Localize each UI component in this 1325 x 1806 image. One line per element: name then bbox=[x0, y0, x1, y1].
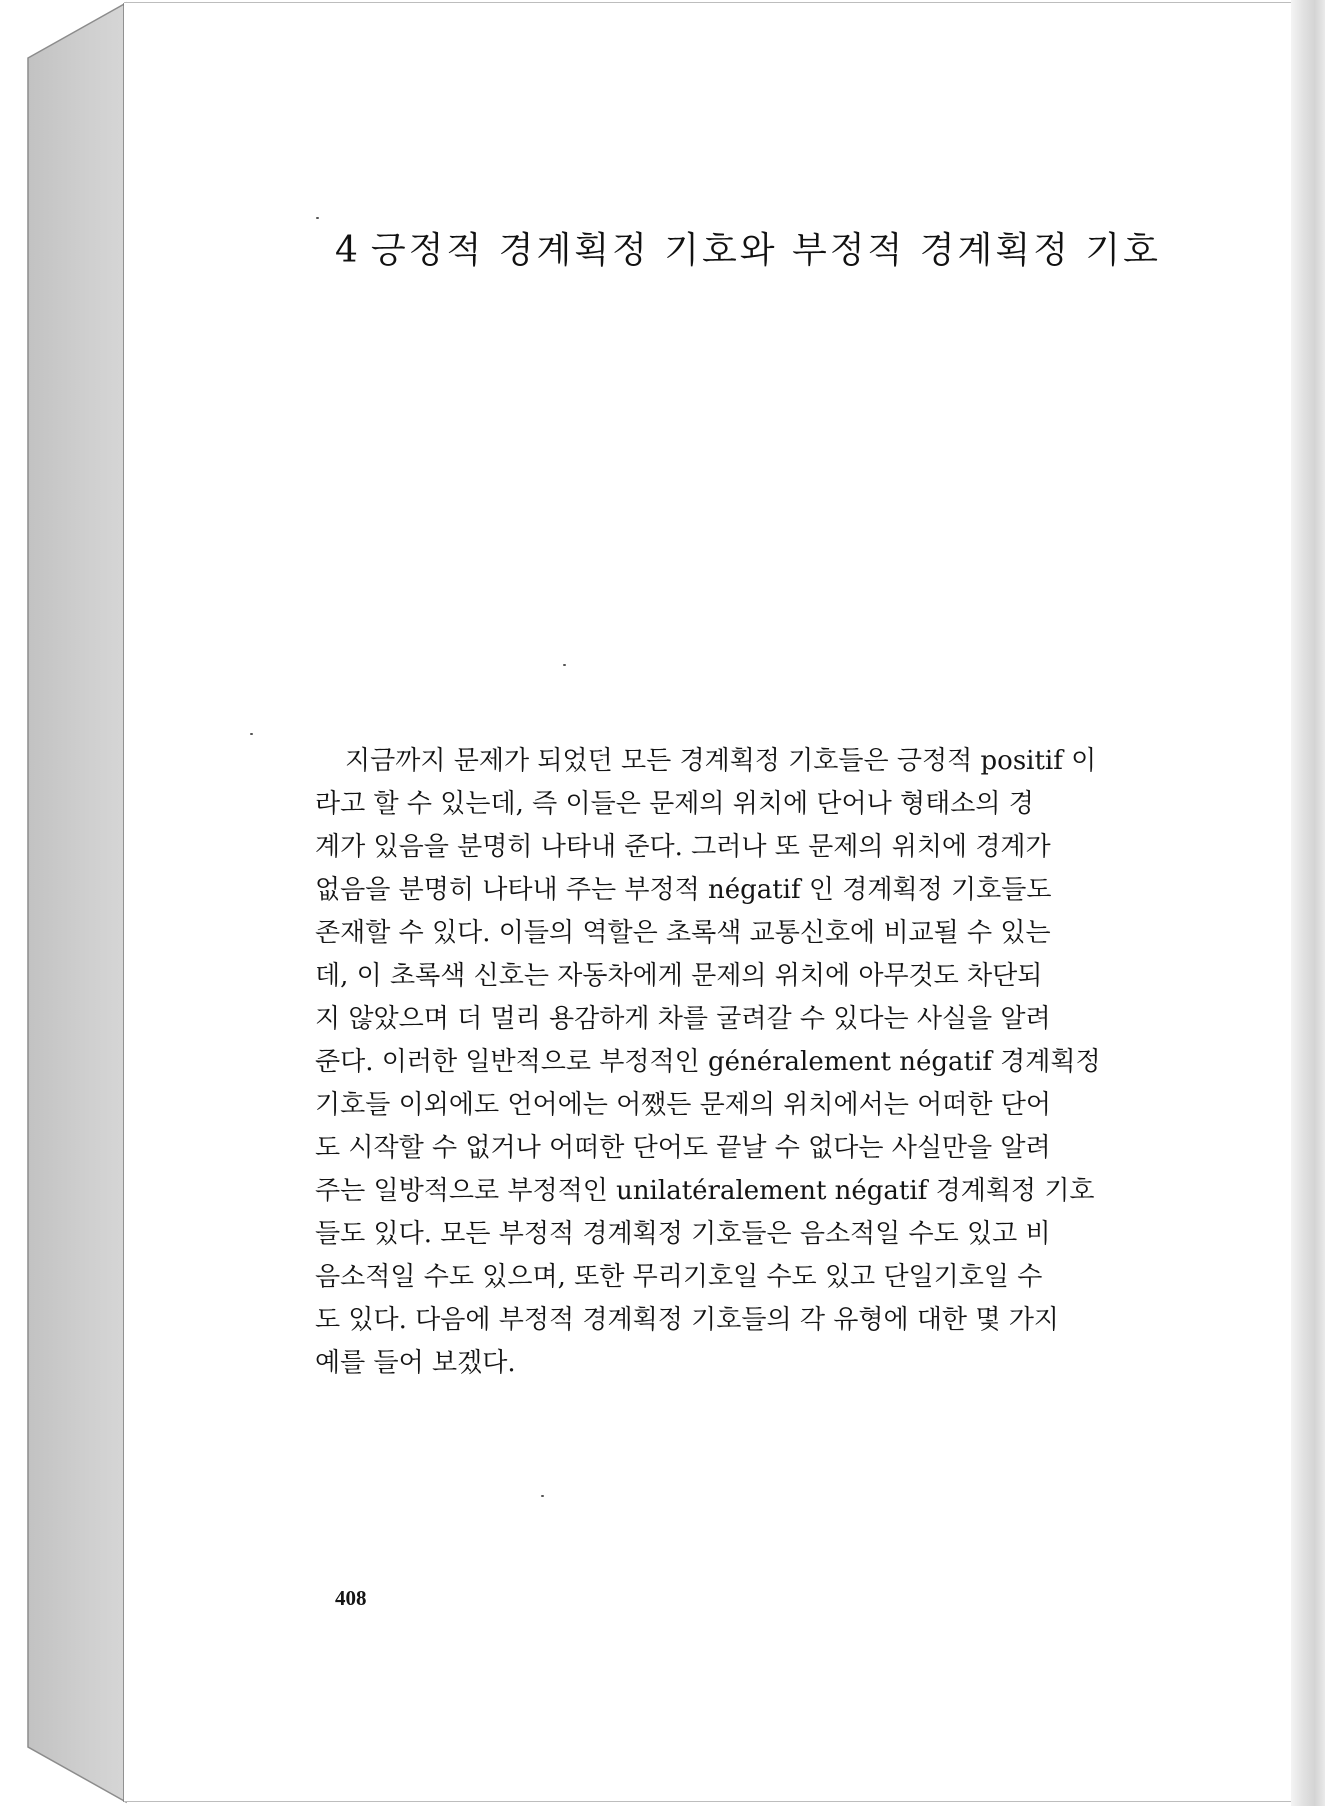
scan-speck bbox=[541, 1495, 544, 1497]
page-number: 408 bbox=[335, 1586, 367, 1610]
text-line-content: 준다. 이러한 일반적으로 부정적인 généralement négatif 경계획정 bbox=[315, 1047, 1101, 1077]
text-line-content: 지 않았으며 더 멀리 용감하게 차를 굴려갈 수 있다는 사실을 알려 bbox=[315, 1004, 1051, 1034]
text-line-content: 음소적일 수도 있으며, 또한 무리기호일 수도 있고 단일기호일 수 bbox=[315, 1262, 1043, 1292]
text-line-content: 기호들 이외에도 언어에는 어쨌든 문제의 위치에서는 어떠한 단어 bbox=[315, 1090, 1051, 1120]
text-line bbox=[315, 869, 1151, 912]
text-line-content: 들도 있다. 모든 부정적 경계획정 기호들은 음소적일 수도 있고 비 bbox=[315, 1219, 1051, 1249]
text-line-content: 예를 들어 보겠다. bbox=[315, 1348, 516, 1378]
text-line-content: 도 시작할 수 없거나 어떠한 단어도 끝날 수 없다는 사실만을 알려 bbox=[315, 1133, 1051, 1163]
text-line-content: 주는 일방적으로 부정적인 unilatéralement négatif 경계획정 기호 bbox=[315, 1176, 1095, 1206]
text-line bbox=[315, 826, 1151, 869]
text-line-content: 없음을 분명히 나타내 주는 부정적 négatif 인 경계획정 기호들도 bbox=[315, 875, 1052, 905]
text-line bbox=[315, 1084, 1151, 1127]
text-line bbox=[315, 1213, 1151, 1256]
section-title: 긍정적 경계획정 기호와 부정적 경계획정 기호 bbox=[370, 230, 1161, 271]
book-spine bbox=[0, 0, 130, 1806]
text-line bbox=[315, 1127, 1151, 1170]
text-line bbox=[315, 740, 1151, 783]
text-line-content: 데, 이 초록색 신호는 자동차에게 문제의 위치에 아무것도 차단되 bbox=[315, 961, 1043, 991]
text-line bbox=[315, 1041, 1151, 1084]
text-line-content: 존재할 수 있다. 이들의 역할은 초록색 교통신호에 비교될 수 있는 bbox=[315, 918, 1051, 948]
scan-speck bbox=[316, 217, 319, 219]
text-line bbox=[315, 1170, 1151, 1213]
text-line bbox=[315, 955, 1151, 998]
scan-speck bbox=[250, 733, 253, 735]
text-line-content: 라고 할 수 있는데, 즉 이들은 문제의 위치에 단어나 형태소의 경 bbox=[315, 789, 1034, 819]
page-edge-shadow bbox=[1291, 0, 1325, 1806]
section-number: 4 bbox=[335, 230, 361, 271]
text-line bbox=[315, 998, 1151, 1041]
text-line bbox=[315, 1299, 1151, 1342]
body-paragraph bbox=[315, 740, 1151, 1385]
text-line-content: 지금까지 문제가 되었던 모든 경계획정 기호들은 긍정적 positif 이 bbox=[345, 746, 1097, 776]
text-line-content: 도 있다. 다음에 부정적 경계획정 기호들의 각 유형에 대한 몇 가지 bbox=[315, 1305, 1059, 1335]
text-line bbox=[315, 1342, 1151, 1385]
text-line bbox=[315, 1256, 1151, 1299]
section-heading bbox=[335, 222, 1161, 273]
text-line bbox=[315, 783, 1151, 826]
scan-speck bbox=[563, 664, 566, 666]
text-line-content: 계가 있음을 분명히 나타내 준다. 그러나 또 문제의 위치에 경계가 bbox=[315, 832, 1051, 862]
text-line bbox=[315, 912, 1151, 955]
